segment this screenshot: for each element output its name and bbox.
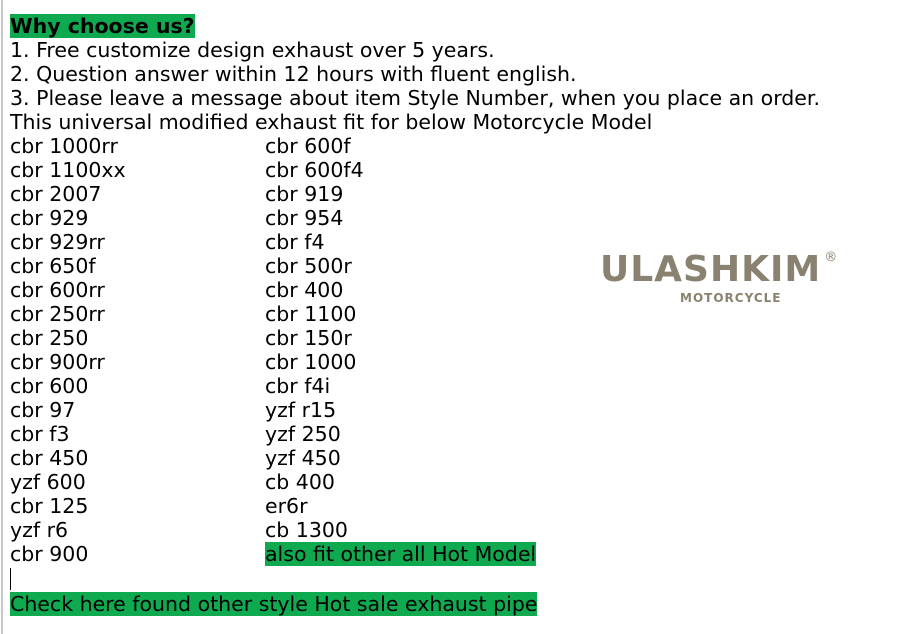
model: yzf r15 bbox=[265, 398, 337, 422]
model: cbr 600rr bbox=[10, 278, 105, 302]
model-row bbox=[10, 326, 820, 350]
model: cbr 150r bbox=[265, 326, 352, 350]
text-cursor bbox=[10, 568, 11, 590]
model-row bbox=[10, 422, 820, 446]
model-row bbox=[10, 542, 820, 566]
content bbox=[10, 14, 820, 616]
model-row bbox=[10, 134, 820, 158]
watermark-brand: ULASHKIM bbox=[600, 249, 822, 290]
model-row bbox=[10, 254, 820, 278]
model: cbr 600f bbox=[265, 134, 351, 158]
model: yzf 250 bbox=[265, 422, 341, 446]
point-1: 1. Free customize design exhaust over 5 years. bbox=[10, 38, 495, 62]
model: cbr 250rr bbox=[10, 302, 105, 326]
model: cbr 919 bbox=[265, 182, 344, 206]
model-row bbox=[10, 206, 820, 230]
model: yzf 600 bbox=[10, 470, 86, 494]
also-fit: also fit other all Hot Model bbox=[265, 542, 537, 566]
model: cbr 954 bbox=[265, 206, 344, 230]
model: cbr 500r bbox=[265, 254, 352, 278]
model: yzf r6 bbox=[10, 518, 69, 542]
model: cbr 929rr bbox=[10, 230, 105, 254]
hot-sale-link[interactable]: Check here found other style Hot sale exhaust pipe bbox=[10, 592, 538, 616]
model: cb 400 bbox=[265, 470, 335, 494]
model: cbr 450 bbox=[10, 446, 89, 470]
model-row bbox=[10, 446, 820, 470]
model: cbr f3 bbox=[10, 422, 70, 446]
model: cbr f4i bbox=[265, 374, 331, 398]
model-row bbox=[10, 518, 820, 542]
model: cbr 400 bbox=[265, 278, 344, 302]
model-row bbox=[10, 398, 820, 422]
model: cbr 600 bbox=[10, 374, 89, 398]
model-row bbox=[10, 158, 820, 182]
model: cbr 250 bbox=[10, 326, 89, 350]
point-3: 3. Please leave a message about item Style Number, when you place an order. bbox=[10, 86, 820, 110]
model: cbr 125 bbox=[10, 494, 89, 518]
model: cb 1300 bbox=[265, 518, 348, 542]
watermark-reg: ® bbox=[824, 250, 838, 265]
model-row bbox=[10, 182, 820, 206]
model: er6r bbox=[265, 494, 308, 518]
heading: Why choose us? bbox=[10, 14, 195, 38]
model-row bbox=[10, 230, 820, 254]
model: cbr 2007 bbox=[10, 182, 102, 206]
model-row bbox=[10, 278, 820, 302]
model: yzf 450 bbox=[265, 446, 341, 470]
model: cbr 900rr bbox=[10, 350, 105, 374]
model: cbr 900 bbox=[10, 542, 89, 566]
model-row bbox=[10, 494, 820, 518]
left-border bbox=[1, 0, 3, 634]
model: cbr 600f4 bbox=[265, 158, 364, 182]
model-row bbox=[10, 350, 820, 374]
point-2: 2. Question answer within 12 hours with fluent english. bbox=[10, 62, 577, 86]
model-row bbox=[10, 302, 820, 326]
model: cbr 1000 bbox=[265, 350, 357, 374]
model-row bbox=[10, 374, 820, 398]
model: cbr 1000rr bbox=[10, 134, 118, 158]
intro: This universal modified exhaust fit for below Motorcycle Model bbox=[10, 110, 653, 134]
watermark-sub: MOTORCYCLE bbox=[680, 291, 782, 305]
model: cbr 1100xx bbox=[10, 158, 126, 182]
model: cbr 1100 bbox=[265, 302, 357, 326]
model: cbr 929 bbox=[10, 206, 89, 230]
model-row bbox=[10, 470, 820, 494]
model: cbr 650f bbox=[10, 254, 96, 278]
model: cbr 97 bbox=[10, 398, 76, 422]
model-list bbox=[10, 134, 820, 542]
model: cbr f4 bbox=[265, 230, 325, 254]
